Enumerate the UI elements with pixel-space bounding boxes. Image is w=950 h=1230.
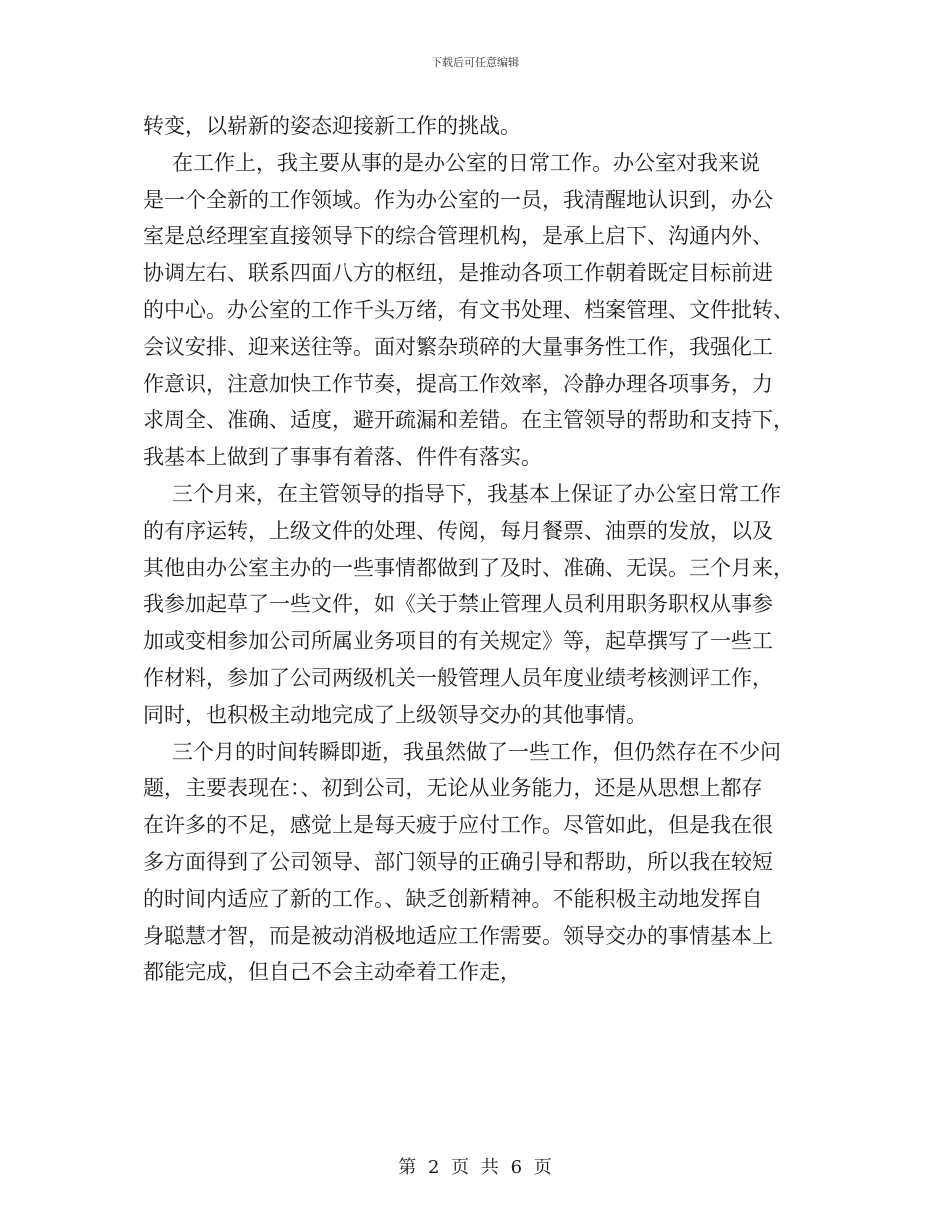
body-line: 都能完成，但自己不会主动牵着工作走， xyxy=(143,960,521,985)
body-line: 是一个全新的工作领域。作为办公室的一员，我清醒地认识到，办公 xyxy=(143,187,773,212)
body-line: 三个月来，在主管领导的指导下，我基本上保证了办公室日常工作 xyxy=(172,481,781,506)
body-line: 协调左右、联系四面八方的枢纽，是推动各项工作朝着既定目标前进 xyxy=(143,261,773,286)
page-footer-total-word: 共 xyxy=(480,1157,499,1178)
page-footer-prefix: 第 xyxy=(398,1157,417,1178)
body-line: 题，主要表现在：、初到公司，无论从业务能力，还是从思想上都存 xyxy=(143,776,763,801)
document-body xyxy=(143,108,809,991)
body-line: 会议安排、迎来送往等。面对繁杂琐碎的大量事务性工作，我强化工 xyxy=(143,334,773,359)
body-line: 其他由办公室主办的一些事情都做到了及时、准确、无误。三个月来， xyxy=(143,555,794,580)
body-line: 室是总经理室直接领导下的综合管理机构，是承上启下、沟通内外、 xyxy=(143,224,773,249)
page-header-note: 下载后可任意编辑 xyxy=(431,56,519,69)
body-line: 作材料，参加了公司两级机关一般管理人员年度业绩考核测评工作， xyxy=(143,665,773,690)
body-line: 三个月的时间转瞬即逝，我虽然做了一些工作，但仍然存在不少问 xyxy=(172,739,781,764)
page-footer xyxy=(0,1153,950,1179)
body-line: 求周全、准确、适度，避开疏漏和差错。在主管领导的帮助和支持下， xyxy=(143,408,794,433)
body-line: 同时，也积极主动地完成了上级领导交办的其他事情。 xyxy=(143,702,647,727)
body-line: 的中心。办公室的工作千头万绪，有文书处理、档案管理、文件批转、 xyxy=(143,297,794,322)
body-line: 转变，以崭新的姿态迎接新工作的挑战。 xyxy=(143,114,521,138)
page-number-total: 6 xyxy=(510,1157,523,1178)
page-footer-page-word: 页 xyxy=(451,1157,470,1178)
body-line: 在许多的不足，感觉上是每天疲于应付工作。尽管如此，但是我在很 xyxy=(143,813,773,838)
body-line: 作意识，注意加快工作节奏，提高工作效率，冷静办理各项事务，力 xyxy=(143,371,773,396)
body-line: 加或变相参加公司所属业务项目的有关规定》等，起草撰写了一些工 xyxy=(143,629,773,654)
body-line: 身聪慧才智，而是被动消极地适应工作需要。领导交办的事情基本上 xyxy=(143,923,773,948)
body-line: 在工作上，我主要从事的是办公室的日常工作。办公室对我来说 xyxy=(172,150,760,175)
body-line: 我基本上做到了事事有着落、件件有落实。 xyxy=(143,445,542,470)
page-number-current: 2 xyxy=(427,1157,440,1178)
body-line: 的时间内适应了新的工作。、缺乏创新精神。不能积极主动地发挥自 xyxy=(143,886,763,911)
body-line: 的有序运转，上级文件的处理、传阅，每月餐票、油票的发放，以及 xyxy=(143,518,773,543)
body-line: 我参加起草了一些文件，如《关于禁止管理人员利用职务职权从事参 xyxy=(143,592,773,617)
page-footer-suffix: 页 xyxy=(533,1157,552,1178)
body-line: 多方面得到了公司领导、部门领导的正确引导和帮助，所以我在较短 xyxy=(143,849,773,874)
